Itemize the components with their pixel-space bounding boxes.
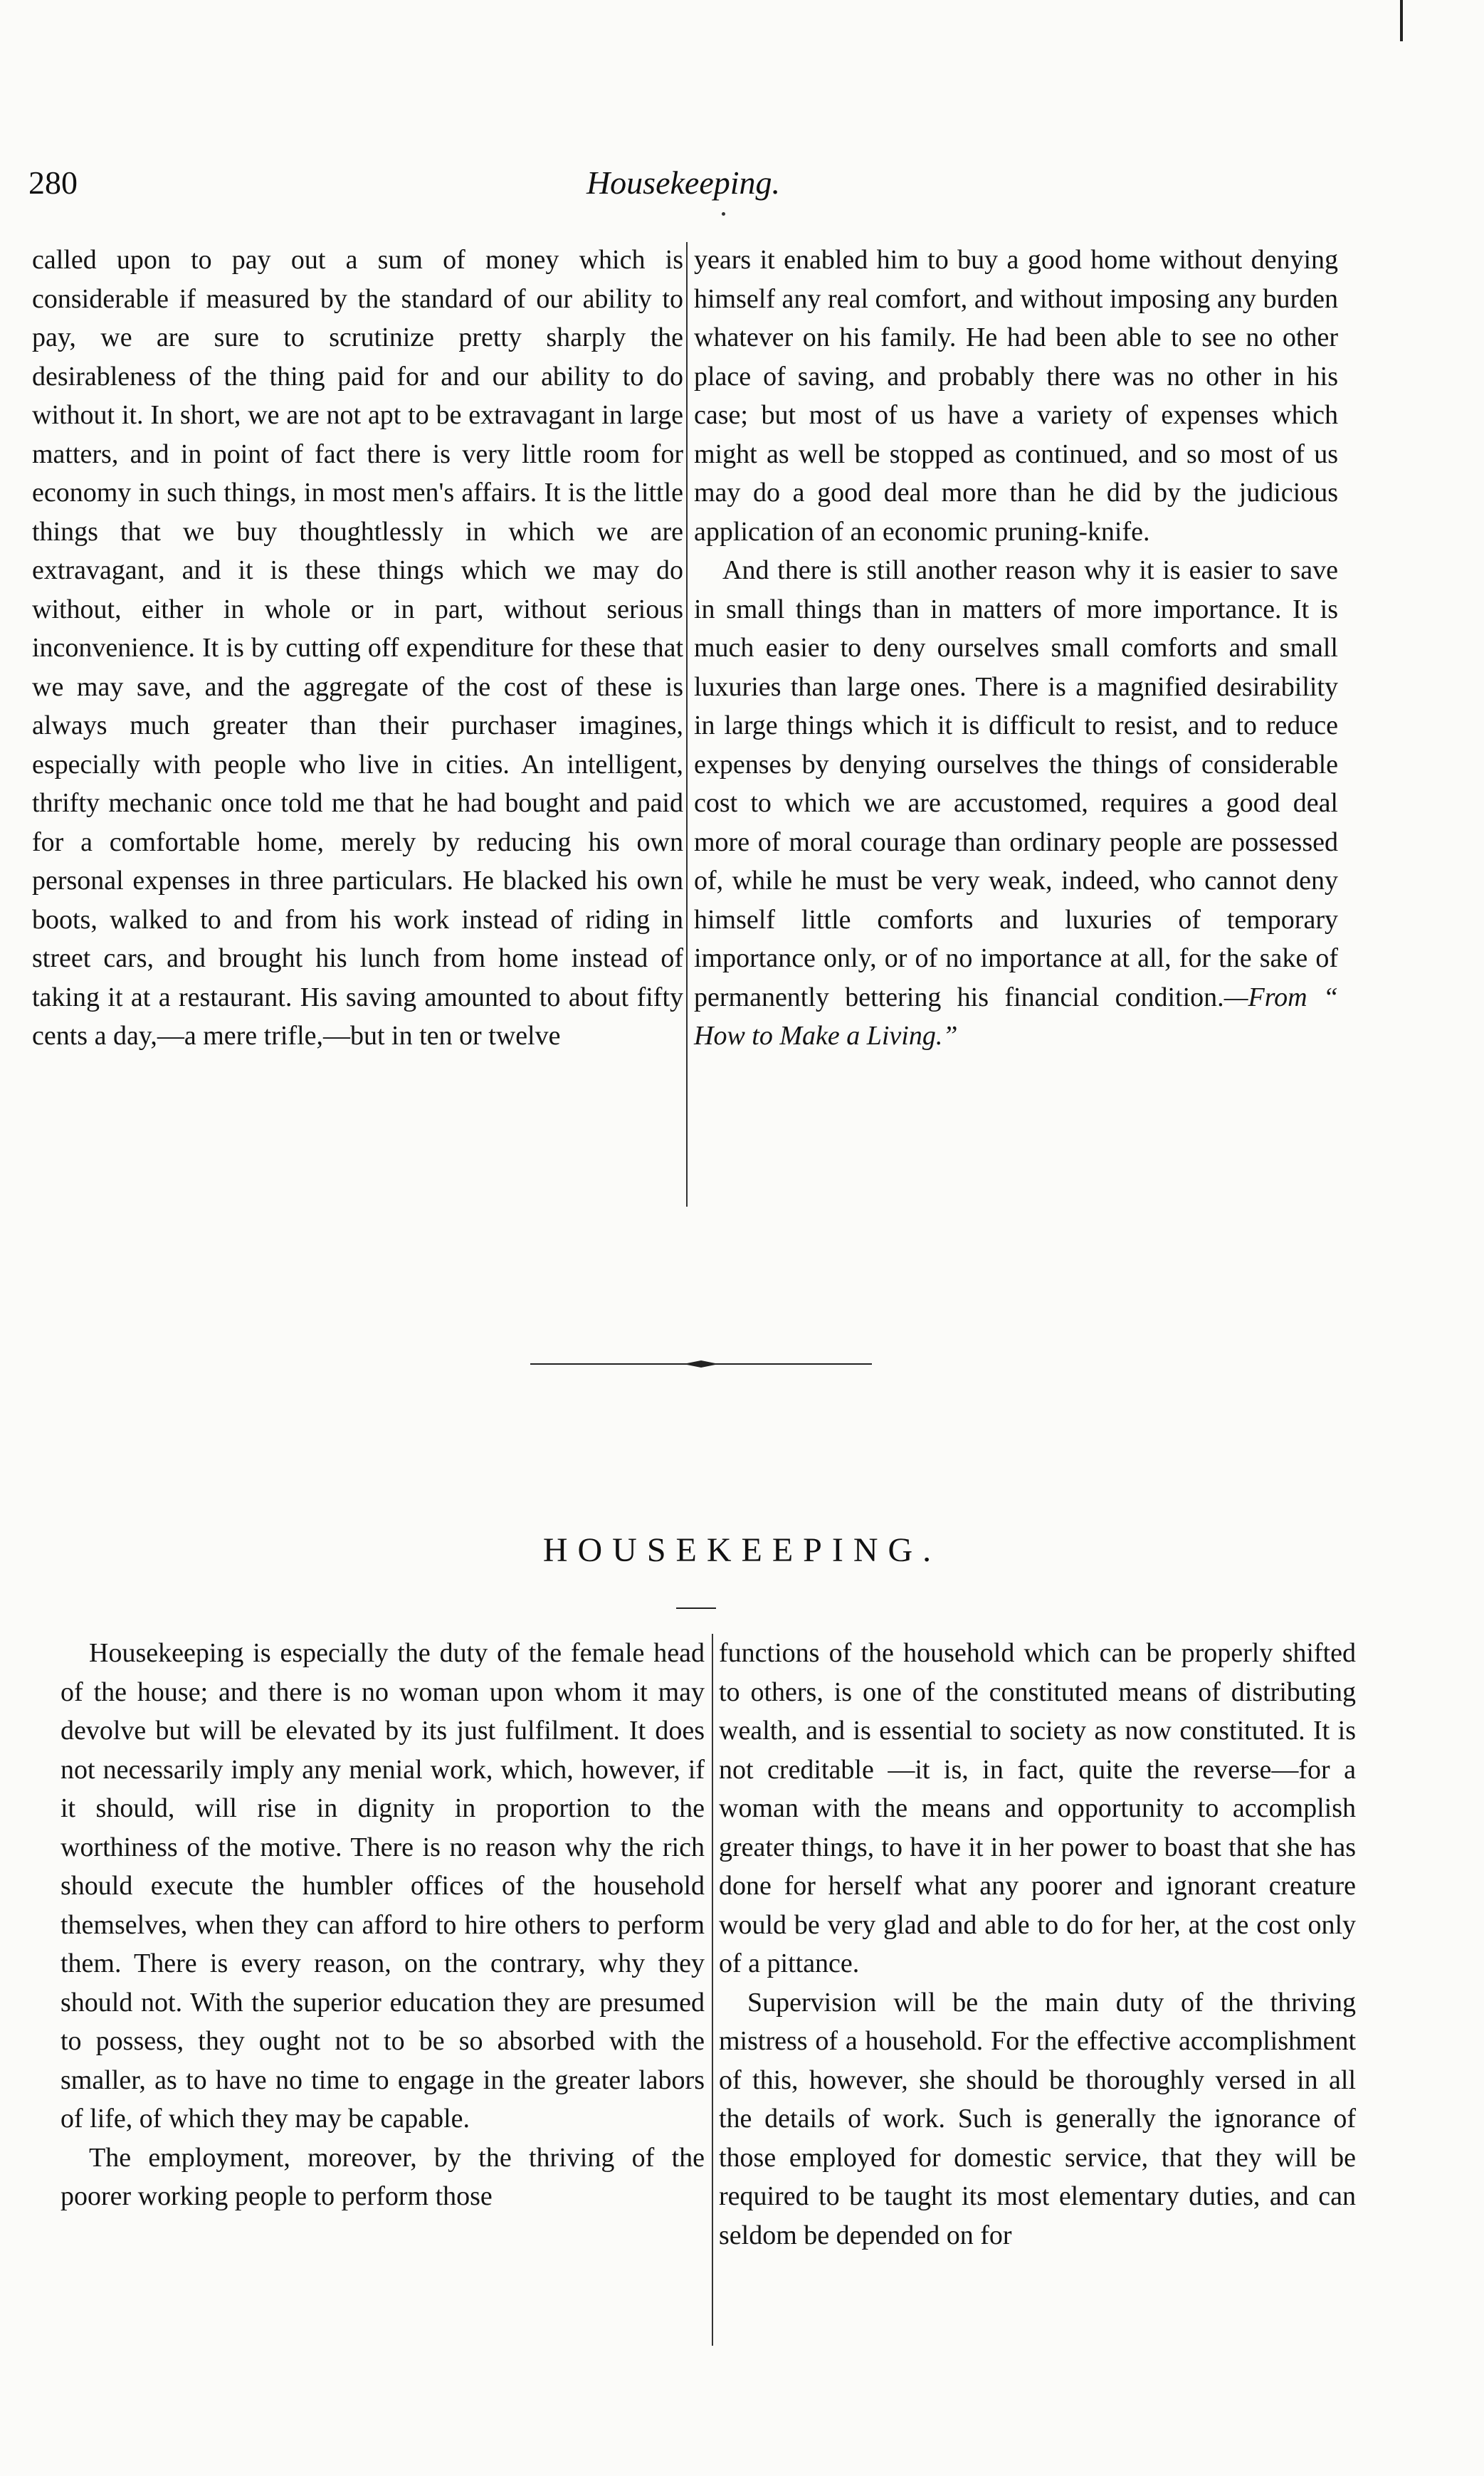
header-dot	[722, 212, 725, 216]
section-divider-ornament	[530, 1358, 872, 1370]
paragraph: Supervision will be the main duty of the thriving mistress of a household. For the effective accomplishment of this, however, she should be thoroughly versed in all the details of work. Such is generally the ignorance of those employed for domestic service, that they will be required to be taught its most elementary duties, and can seldom be depended on for	[719, 1987, 1356, 2250]
paragraph-text: And there is still another reason why it is easier to save in small things than in matters of more importance. It is much easier to deny ourselves small comforts and small luxuries than large ones. There is a magnified desirability in large things which it is difficult to resist, and to reduce expenses by denying ourselves the things of considerable cost to which we are accustomed, requires a good deal more of moral courage than ordinary people are possessed of, while he must be very weak, indeed, who cannot deny himself little comforts and luxuries of temporary importance only, or of no importance at all, for the sake of permanently bettering his financial condition.	[694, 555, 1338, 1012]
column-rule-bottom	[712, 1634, 713, 2346]
column-rule-top	[686, 242, 688, 1207]
previous-article-right-column	[694, 241, 1338, 1056]
paragraph: The employment, moreover, by the thriving of the poorer working people to perform those	[60, 2142, 705, 2211]
page-number: 280	[28, 164, 78, 201]
housekeeping-right-column	[719, 1634, 1356, 2255]
title-underline-rule	[676, 1607, 716, 1609]
paragraph: called upon to pay out a sum of money which is considerable if measured by the standard of our ability to pay, we are sure to scrutinize pretty sharply the desirableness of the thing paid for and our ability to do without it. In short, we are not apt to be extravagant in large matters, and in point of fact there is very little room for economy in such things, in most men's affairs. It is the little things that we buy thoughtlessly in which we are extravagant, and it is these things which we may do without, either in whole or in part, without serious inconvenience. It is by cutting off expenditure for these that we may save, and the aggregate of the cost of these is always much greater than their purchaser imagines, especially with people who live in cities. An intelligent, thrifty mechanic once told me that he had bought and paid for a comfortable home, merely by reducing his own personal expenses in three particulars. He blacked his own boots, walked to and from his work instead of riding in street cars, and brought his lunch from home instead of taking it at a restaurant. His saving amounted to about fifty cents a day,—a mere trifle,—but in ten or twelve	[32, 245, 683, 1051]
paragraph: functions of the household which can be properly shifted to others, is one of the constituted means of distributing wealth, and is essential to society as now constituted. It is not creditable —it is, in fact, quite the reverse—for a woman with the means and opportunity to accomplish greater things, to have it in her power to boast that she has done for herself what any poorer and ignorant creature would be very glad and able to do for her, at the cost only of a pittance.	[719, 1638, 1356, 1978]
paragraph: Housekeeping is especially the duty of the female head of the house; and there is no woman upon whom it may devolve but will be elevated by its just fulfilment. It does not necessarily imply any menial work, which, however, if it should, will rise in dignity in proportion to the worthiness of the motive. There is no reason why the rich should execute the humbler offices of the household themselves, when they can afford to hire others to perform them. There is every reason, on the contrary, why they should not. With the superior education they are presumed to possess, they ought not to be so absorbed with the smaller, as to have no time to engage in the greater labors of life, of which they may be capable.	[60, 1638, 705, 2134]
paragraph-with-attribution	[694, 551, 1338, 1056]
previous-article-left-column	[32, 241, 683, 1056]
source-attribution: —From “ How to Make a Living.”	[694, 982, 1338, 1051]
page-edge-mark	[1400, 0, 1403, 41]
page-header	[28, 164, 1338, 214]
paragraph: years it enabled him to buy a good home without denying himself any real comfort, and without imposing any burden whatever on his family. He had been able to see no other place of saving, and probably there was no other in his case; but most of us have a variety of expenses which might as well be stopped as continued, and so most of us may do a good deal more than he did by the judicious application of an economic pruning-knife.	[694, 245, 1338, 547]
running-head: Housekeeping.	[586, 164, 781, 201]
section-title: HOUSEKEEPING.	[542, 1531, 942, 1569]
housekeeping-left-column	[60, 1634, 705, 2216]
